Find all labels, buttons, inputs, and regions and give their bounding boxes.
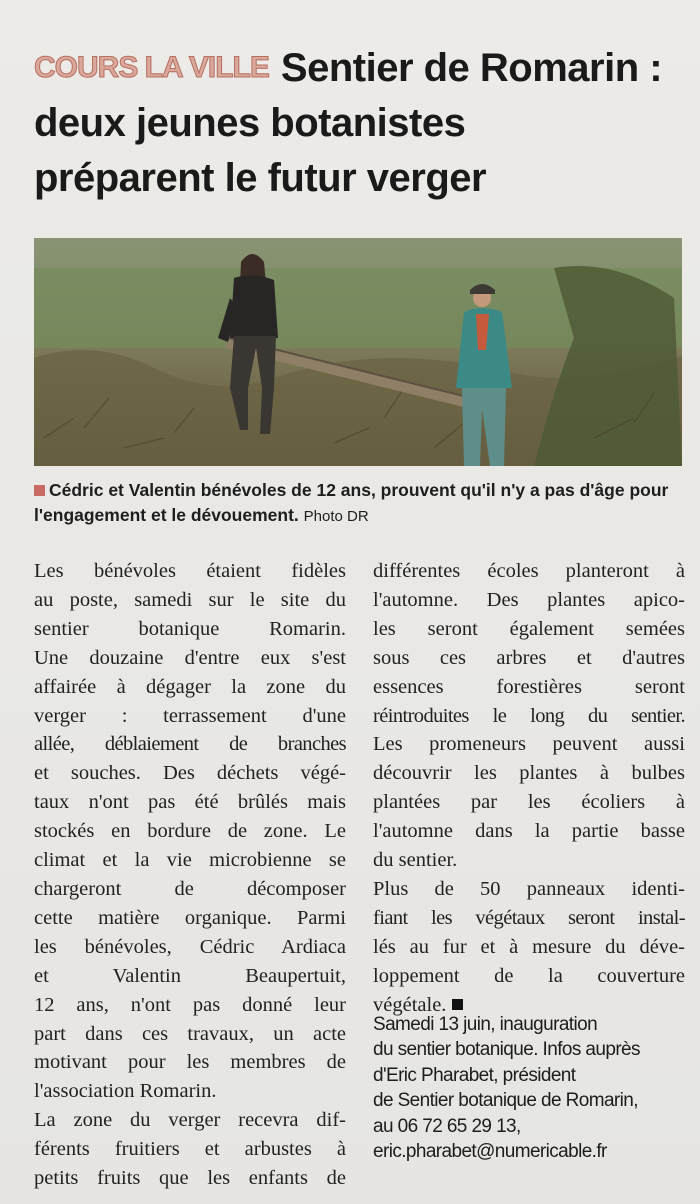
info-line: d'Eric Pharabet, président — [373, 1064, 576, 1086]
right-line: loppement de la couverture — [373, 964, 685, 987]
right-line: essences forestières seront — [373, 675, 685, 698]
right-line: lés au fur et à mesure du déve- — [373, 935, 685, 958]
left-line: petits fruits que les enfants de — [34, 1167, 346, 1190]
left-line: férents fruitiers et arbustes à — [34, 1138, 346, 1161]
right-line: découvrir les plantes à bulbes — [373, 762, 685, 785]
headline-line-2: deux jeunes botanistes — [34, 101, 466, 145]
info-line: Samedi 13 juin, inauguration — [373, 1014, 598, 1035]
right-line: plantées par les écoliers à — [373, 791, 685, 814]
left-line: climat et la vie microbienne se — [34, 849, 346, 872]
left-line: taux n'ont pas été brûlés mais — [34, 791, 346, 814]
right-line-final-text: végétale. — [373, 993, 447, 1016]
left-line: allée, déblaiement de branches — [34, 733, 346, 756]
right-line: du sentier. — [373, 849, 458, 872]
caption-bullet-icon — [34, 485, 45, 496]
left-line: les bénévoles, Cédric Ardiaca — [34, 935, 346, 958]
kicker: COURS LA VILLE — [34, 51, 269, 84]
right-line: l'automne dans la partie basse — [373, 820, 685, 843]
article-column-right — [373, 557, 685, 1020]
end-mark-icon — [452, 999, 463, 1010]
left-line: cette matière organique. Parmi — [34, 906, 346, 929]
right-line: sous ces arbres et d'autres — [373, 646, 685, 669]
right-line: l'automne. Des plantes apico- — [373, 588, 685, 611]
headline-line-1: Sentier de Romarin : — [280, 46, 663, 90]
photo-credit: Photo DR — [303, 508, 369, 525]
right-line: Plus de 50 panneaux identi- — [373, 877, 685, 900]
left-line: part dans ces travaux, un acte — [34, 1022, 346, 1045]
caption-text: Cédric et Valentin bénévoles de 12 ans, prouvent qu'il n'y a pas d'âge pour l'engagement et le dévouement. — [34, 480, 669, 525]
right-line: les seront également semées — [373, 617, 685, 640]
info-email: eric.pharabet@numericable.fr — [373, 1141, 607, 1163]
right-line: Les promeneurs peuvent aussi — [373, 733, 685, 756]
left-line: et Valentin Beaupertuit, — [34, 964, 346, 987]
article-column-left — [34, 557, 346, 1193]
headline — [34, 40, 684, 206]
left-line: Les bénévoles étaient fidèles — [34, 560, 346, 582]
left-line: affairée à dégager la zone du — [34, 675, 346, 698]
left-line: verger : terrassement d'une — [34, 704, 346, 727]
left-line: chargeront de décomposer — [34, 877, 346, 900]
info-line: au 06 72 65 29 13, — [373, 1115, 521, 1137]
headline-line-3: préparent le futur verger — [34, 156, 487, 200]
left-line: 12 ans, n'ont pas donné leur — [34, 993, 346, 1016]
info-line: de Sentier botanique de Romarin, — [373, 1090, 638, 1112]
left-line: l'association Romarin. — [34, 1080, 217, 1103]
left-line: et souches. Des déchets végé- — [34, 762, 346, 785]
left-line: au poste, samedi sur le site du — [34, 588, 346, 611]
left-line: stockés en bordure de zone. Le — [34, 820, 346, 843]
right-line: différentes écoles planteront à — [373, 560, 685, 582]
left-line: Une douzaine d'entre eux s'est — [34, 646, 346, 669]
info-line: du sentier botanique. Infos auprès — [373, 1039, 640, 1061]
right-line: fiant les végétaux seront instal- — [373, 906, 685, 929]
left-line: sentier botanique Romarin. — [34, 617, 346, 640]
right-line: réintroduites le long du sentier. — [373, 704, 685, 727]
article-photo — [34, 238, 682, 466]
event-info — [373, 1012, 693, 1164]
left-line: motivant pour les membres de — [34, 1051, 346, 1074]
left-line: La zone du verger recevra dif- — [34, 1109, 346, 1132]
photo-caption — [34, 478, 684, 529]
